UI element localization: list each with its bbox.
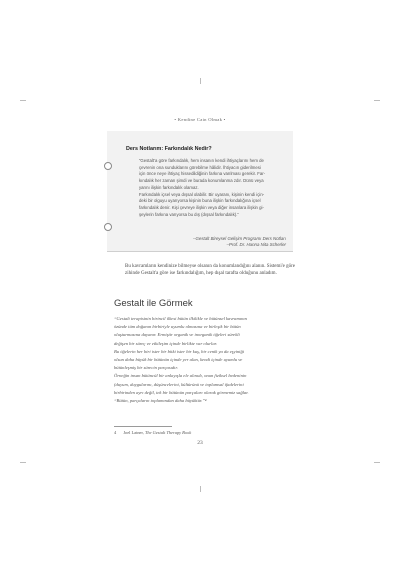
page-number: 23 [197, 440, 203, 446]
note-line: deki bir olguyu uyarıyorsa kişinin buna ilişkin farkındalığına içsel [139, 198, 261, 204]
note-source-line: –Gestalt Bireysel Gelişim Programı Ders Notları [193, 236, 286, 241]
footnote-author: Joel Latner, [123, 430, 144, 435]
note-line: yarını ilişkin farkındalık olamaz. [139, 184, 199, 190]
binder-hole-icon [104, 162, 112, 170]
quote-line: oluşturmasına dayanır. Ermiştir organik ve inorganik öğeleri sürekli [114, 332, 240, 338]
note-title: Ders Notlarım: Farkındalık Nedir? [126, 146, 212, 152]
note-body [139, 158, 281, 218]
quote-line: Örneğin insan bütüncül bir anlayışla ele alınıdı, onun fiziksel bedeninin [114, 373, 247, 379]
note-source [193, 236, 286, 249]
note-line: için önce neye ihtiyaç hissedildiğinin farkına varılması gerekir. Far- [139, 171, 266, 177]
section-title: Gestalt ile Görmek [114, 298, 193, 309]
running-header: • Kendine Cain Olmak • [174, 117, 226, 122]
note-line: farkındalık denir. Kişi çevreye ilişkin veya diğer insanlara ilişkin gi- [139, 204, 264, 210]
quote-line: “Bütün, parçaların toplamından daha büyüktür.”⁴ [114, 398, 207, 404]
block-quote [114, 315, 294, 405]
crop-mark [374, 462, 380, 463]
footnote [114, 430, 191, 435]
note-source-line: –Prof. Dr. Hanna Nita Scherler [226, 242, 286, 248]
crop-mark [20, 100, 26, 101]
note-line: Farkındalık içsel veya dışsal olabilir. Bir uyaranı, kişinin kendi için- [139, 191, 265, 197]
quote-line: “Gestalt terapisinin birincil ilkesi bütün ilkilikle ve bütünsel kavramının [114, 316, 247, 321]
body-paragraph: Bu kavramların kendinize bilmeyse olsanın da konumlandığını alanın. Sistemi'e göre zihinde Gestalt'a göre ise farkındalığım, hep dışal tarafta olduğunu anladım. [125, 264, 296, 276]
quote-line: (duyum, duygularını, düşüncelerini, kültürünü ve toplumsal ifadelerini [114, 381, 244, 387]
crop-mark [200, 486, 201, 492]
footnote-book-title: The Gestalt Therapy Book [144, 430, 192, 435]
footnote-divider [114, 426, 172, 427]
crop-mark [20, 462, 26, 463]
quote-line: değişen bir süreç ve etkileşim içinde birlikte var olurlar. [114, 340, 218, 346]
quote-line: bütünleşmiş bir sürecin parçasıdır. [114, 365, 178, 371]
binder-hole-icon [104, 223, 112, 231]
note-line: şeylerin farkına varıyorsa bu dış (dışsal farkındalık).” [139, 211, 239, 217]
note-line: “Gestalt’a göre farkındalık, hem insanın kendi ihtiyaçlarını hem de [139, 158, 264, 163]
note-line: kındalık her zaman şimdi ve burada konumlanma zdır. Dünü veya [139, 178, 264, 184]
quote-line: olsun daha büyük bir bütünün içinde yer alan, kendi içinde uyumlu ve [114, 357, 243, 363]
quote-line: birbirinden ayrı değil, tek bir bütünün parçaları olarak görmemiz sağlar. [114, 389, 249, 395]
footnote-number: 4 [114, 430, 117, 435]
crop-mark [374, 100, 380, 101]
quote-line: özünde tüm doğanın birbiriyle uyumlu olmasına ve birleşik bir bütün [114, 324, 241, 330]
quote-line: Bu öğelerin her biri ister bir bitki ister bir kuş, bir cenik ya da eşyiniği [114, 348, 245, 354]
note-line: çevrenin ona sunduklarını görebilme hâlidir. İhtiyacın giderilmesi [139, 164, 261, 170]
crop-mark [200, 78, 201, 84]
